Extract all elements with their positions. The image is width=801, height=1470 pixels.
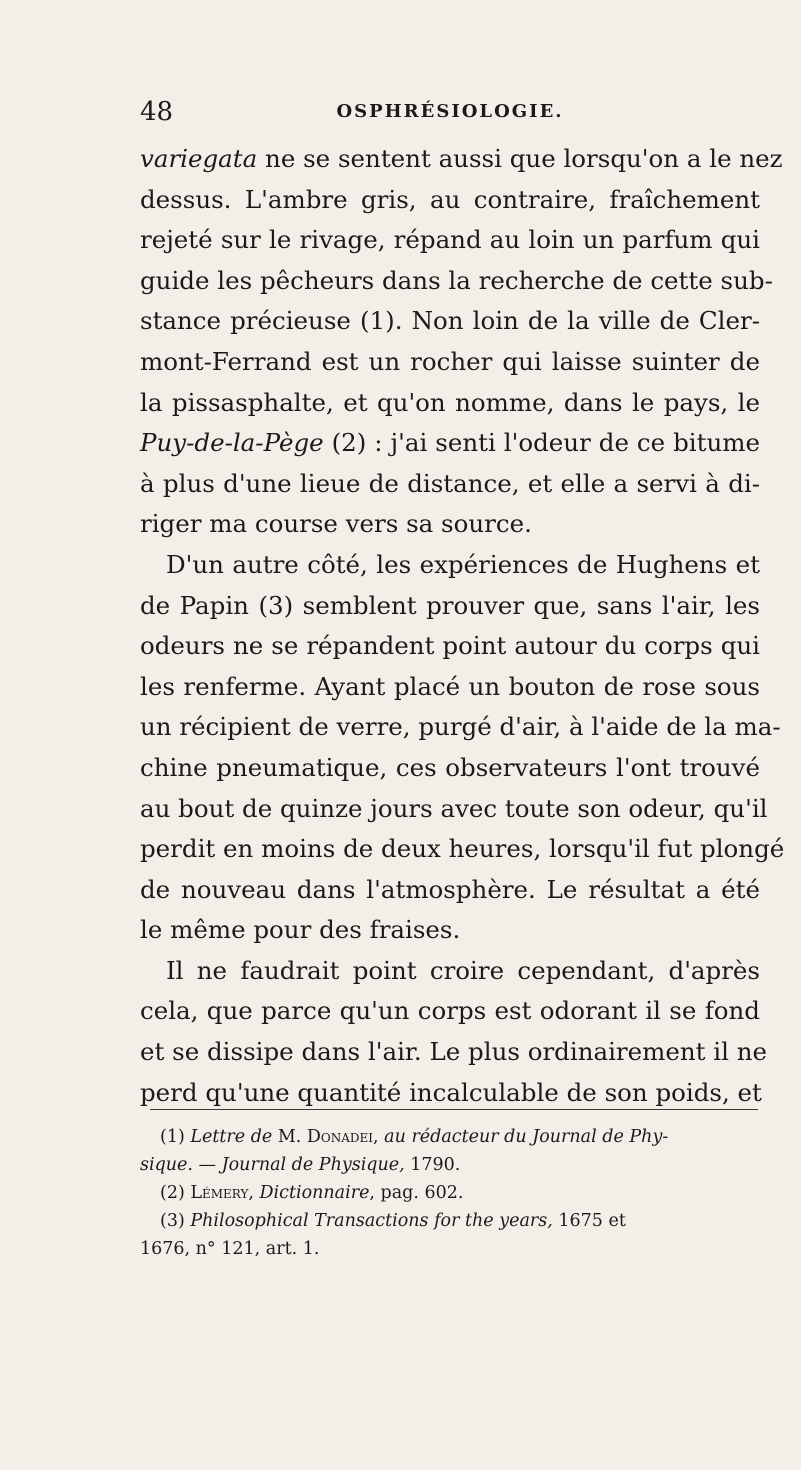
line-text: ne se sentent aussi que lorsqu'on a le nez [257,144,783,173]
text-line: riger ma course vers sa source. [140,509,532,539]
footnote-text: 1790. [404,1155,461,1175]
text-line: de Papin (3) semblent prouver que, sans l'air, les [140,590,760,620]
text-line: cela, que parce qu'un corps est odorant il se fond [140,996,760,1026]
page-number: 48 [140,97,174,127]
text-line: guide les pêcheurs dans la recherche de cette sub- [140,265,773,295]
text-line: de nouveau dans l'atmosphère. Le résultat a été [140,874,760,904]
text-line: le même pour des fraises. [140,915,461,945]
footnote-italic: Lettre de [190,1127,273,1147]
text-line: odeurs ne se répandent point autour du corps qui [140,631,760,661]
text-line: un récipient de verre, purgé d'air, à l'aide de la ma- [140,712,781,742]
footnote-author: Lémery [190,1183,249,1203]
footnote-1 [160,1123,760,1151]
footnote-italic: sique. [140,1155,193,1175]
footnote-italic: Philosophical Transactions for the years, [190,1211,553,1231]
footnote-1-cont [140,1151,760,1179]
footnote-number: (2) [160,1183,185,1203]
text-line: stance précieuse (1). Non loin de la ville de Cler- [140,306,760,336]
footnote-text: M. [272,1127,307,1147]
footnote-italic: Journal de Physique, [221,1155,405,1175]
body-text [140,139,785,1113]
text-line [140,139,783,180]
footnote-number: (3) [160,1211,185,1231]
footnote-italic: Dictionnaire [259,1183,370,1203]
footnote-number: (1) [160,1127,185,1147]
footnote-italic: au rédacteur du Journal de Phy- [384,1127,669,1147]
text-line: dessus. L'ambre gris, au contraire, fraîchement [140,184,760,214]
text-line: rejeté sur le rivage, répand au loin un parfum qui [140,225,760,255]
footnote-text: — [192,1155,222,1175]
footnote-rule [150,1109,758,1110]
text-line: perdit en moins de deux heures, lorsqu'il fut plongé [140,834,785,864]
italic-word: Puy-de-la-Pège [140,428,324,458]
line-text: (2) : j'ai senti l'odeur de ce bitume [323,428,760,458]
text-line: les renferme. Ayant placé un bouton de rose sous [140,671,760,701]
text-line: au bout de quinze jours avec toute son odeur, qu'il [140,793,768,823]
footnote-3-cont: 1676, n° 121, art. 1. [140,1239,320,1259]
text-line: perd qu'une quantité incalculable de son poids, et [140,1077,762,1107]
text-line: la pissasphalte, et qu'on nomme, dans le pays, le [140,387,760,417]
footnote-3 [160,1207,760,1235]
text-line: Il ne faudrait point croire cependant, d'après [166,955,760,985]
text-line: mont-Ferrand est un rocher qui laisse suinter de [140,346,760,376]
footnotes [140,1123,760,1263]
text-line: D'un autre côté, les expériences de Hughens et [166,549,760,579]
text-line: à plus d'une lieue de distance, et elle a servi à di- [140,468,760,498]
running-title: OSPHRÉSIOLOGIE. [336,101,564,122]
text-line [140,423,760,464]
text-line: et se dissipe dans l'air. Le plus ordinairement il ne [140,1037,768,1067]
footnote-text: , pag. 602. [369,1183,464,1203]
footnote-author: Donadei [306,1127,374,1147]
footnote-2 [160,1179,760,1207]
footnote-text: , [248,1183,260,1203]
footnote-text: , [373,1127,385,1147]
text-line: chine pneumatique, ces observateurs l'ont trouvé [140,752,760,782]
page-header [140,97,760,131]
italic-word: variegata [140,144,258,173]
footnote-text: 1675 et [552,1211,626,1231]
